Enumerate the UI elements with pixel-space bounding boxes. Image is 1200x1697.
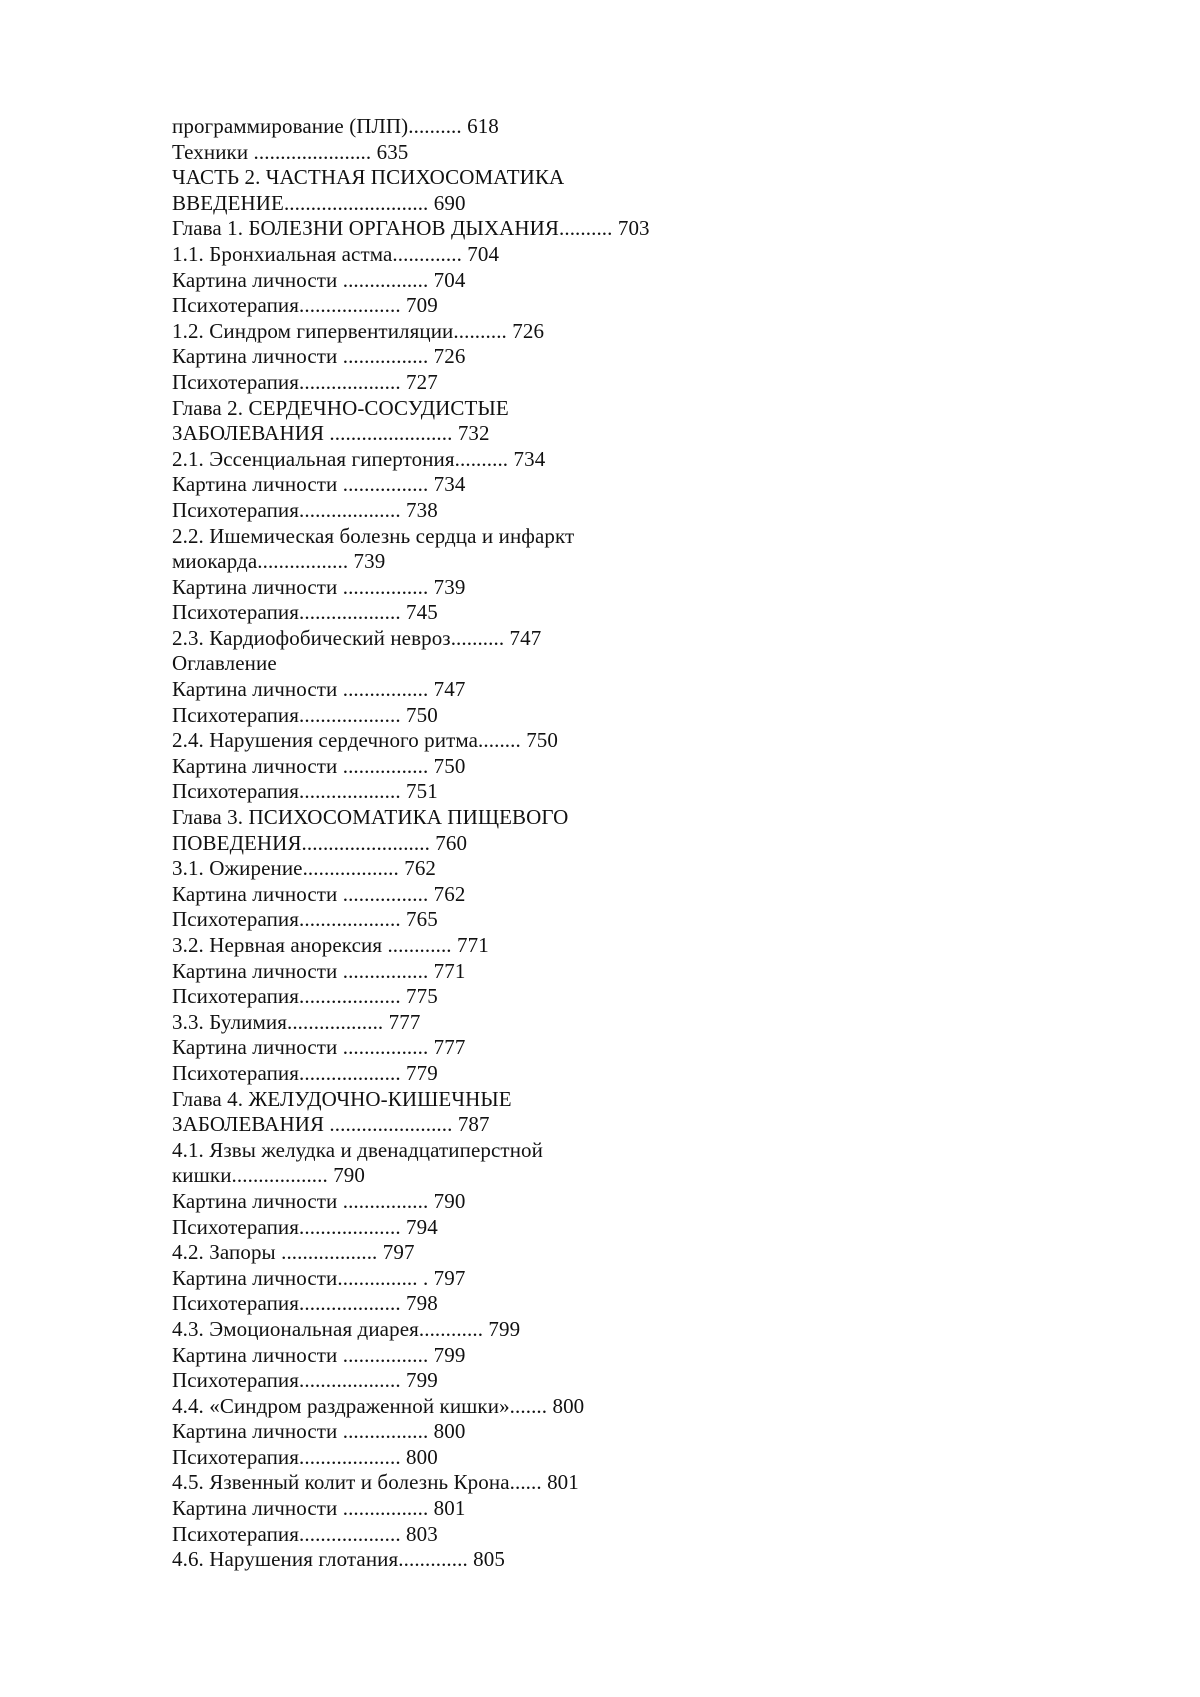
toc-line: Техники ...................... 635 [172, 139, 409, 164]
toc-line: Картина личности ................ 801 [172, 1496, 466, 1521]
toc-line: 1.1. Бронхиальная астма............. 704 [172, 241, 500, 266]
toc-line: Психотерапия................... 738 [172, 497, 438, 522]
toc-line: ЧАСТЬ 2. ЧАСТНАЯ ПСИХОСОМАТИКА [172, 165, 565, 190]
toc-line: Психотерапия................... 775 [172, 984, 438, 1009]
toc-line: Картина личности ................ 800 [172, 1419, 466, 1444]
toc-line: 2.2. Ишемическая болезнь сердца и инфаркт [172, 523, 575, 548]
toc-line: Психотерапия................... 765 [172, 907, 438, 932]
toc-line: кишки.................. 790 [172, 1163, 366, 1188]
toc-line: Картина личности ................ 762 [172, 881, 466, 906]
toc-line: Глава 2. СЕРДЕЧНО-СОСУДИСТЫЕ [172, 395, 509, 420]
toc-line: Картина личности ................ 799 [172, 1342, 466, 1367]
toc-line: 4.2. Запоры .................. 797 [172, 1240, 415, 1265]
toc-line: 2.4. Нарушения сердечного ритма........ 750 [172, 728, 559, 753]
toc-line: Психотерапия................... 794 [172, 1214, 438, 1239]
toc-line: миокарда................. 739 [172, 549, 386, 574]
toc-line: Психотерапия................... 779 [172, 1060, 438, 1085]
toc-line: Картина личности ................ 726 [172, 344, 466, 369]
toc-line: Психотерапия................... 799 [172, 1368, 438, 1393]
toc-line: Глава 3. ПСИХОСОМАТИКА ПИЩЕВОГО [172, 805, 569, 830]
toc-line: Картина личности ................ 790 [172, 1188, 466, 1213]
toc-line: ЗАБОЛЕВАНИЯ ....................... 787 [172, 1112, 490, 1137]
toc-line: Картина личности ................ 734 [172, 472, 466, 497]
toc-line: 4.4. «Синдром раздраженной кишки»....... 800 [172, 1393, 585, 1418]
toc-line: Психотерапия................... 800 [172, 1444, 438, 1469]
toc-line: 2.3. Кардиофобический невроз.......... 747 [172, 625, 542, 650]
toc-line: программирование (ПЛП).......... 618 [172, 114, 499, 138]
toc-line: 4.5. Язвенный колит и болезнь Крона...... 801 [172, 1470, 579, 1495]
toc-line: Картина личности............... . 797 [172, 1265, 466, 1290]
toc-line: Картина личности ................ 747 [172, 677, 466, 702]
toc-line: 4.6. Нарушения глотания............. 805 [172, 1547, 505, 1572]
toc-line: Глава 4. ЖЕЛУДОЧНО-КИШЕЧНЫЕ [172, 1086, 512, 1111]
table-of-contents [172, 114, 992, 1573]
toc-line: Картина личности ................ 704 [172, 267, 466, 292]
toc-line: Психотерапия................... 750 [172, 702, 438, 727]
toc-line: Психотерапия................... 709 [172, 293, 438, 318]
toc-line: Психотерапия................... 727 [172, 369, 438, 394]
toc-line: 2.1. Эссенциальная гипертония.......... 734 [172, 446, 546, 471]
toc-line: 4.1. Язвы желудка и двенадцатиперстной [172, 1137, 543, 1162]
toc-line: ЗАБОЛЕВАНИЯ ....................... 732 [172, 421, 490, 446]
toc-line: Картина личности ................ 739 [172, 574, 466, 599]
toc-line: Психотерапия................... 745 [172, 600, 438, 625]
toc-line: Психотерапия................... 803 [172, 1521, 438, 1546]
toc-line: 1.2. Синдром гипервентиляции.......... 726 [172, 318, 545, 343]
toc-line: Психотерапия................... 798 [172, 1291, 438, 1316]
toc-line: Картина личности ................ 777 [172, 1035, 466, 1060]
toc-line: Оглавление [172, 651, 277, 676]
toc-line: Глава 1. БОЛЕЗНИ ОРГАНОВ ДЫХАНИЯ.......... 703 [172, 216, 650, 241]
toc-line: ВВЕДЕНИЕ........................... 690 [172, 190, 466, 215]
toc-line: ПОВЕДЕНИЯ........................ 760 [172, 830, 468, 855]
toc-line: 3.1. Ожирение.................. 762 [172, 856, 437, 881]
toc-line: Картина личности ................ 750 [172, 753, 466, 778]
toc-line: Психотерапия................... 751 [172, 779, 438, 804]
toc-line: 4.3. Эмоциональная диарея............ 799 [172, 1316, 521, 1341]
toc-line: 3.2. Нервная анорексия ............ 771 [172, 933, 489, 957]
toc-line: Картина личности ................ 771 [172, 958, 466, 983]
toc-line: 3.3. Булимия.................. 777 [172, 1009, 421, 1034]
